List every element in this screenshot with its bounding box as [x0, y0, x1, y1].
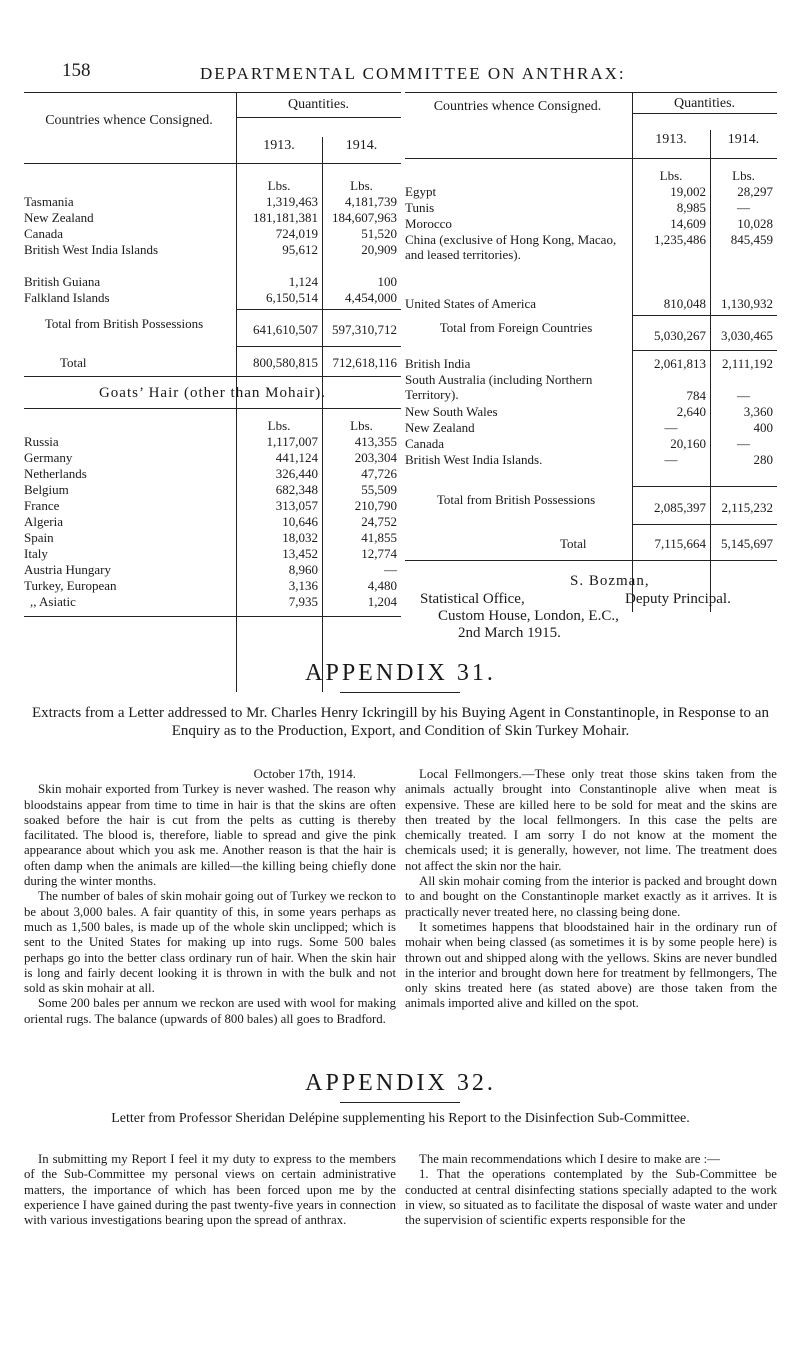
paragraph: It sometimes happens that bloodstained hair in the ordinary run of mohair when being classed (as sometimes it is by some people here) is thrown out and shipped along with the yellows. Skins are never bundled in the interior and brought down here for treatment by fellmongers, The only skins treated here (as stated above) are those taken from the animals imported alive and killed on the spot.	[405, 919, 777, 1011]
right-year-1913: 1913.	[655, 132, 687, 147]
table-cell: 47,726	[361, 466, 397, 481]
british-total-1914: 2,115,232	[721, 500, 773, 515]
letter-date: October 17th, 1914.	[253, 767, 356, 781]
appendix-32-title: APPENDIX 32.	[305, 1070, 496, 1096]
table-row-label: New South Wales	[405, 404, 498, 419]
right-total-1913: 7,115,664	[654, 536, 706, 551]
table-row-label: United States of America	[405, 296, 537, 311]
table-cell: 12,774	[361, 546, 397, 561]
table-cell: 280	[753, 452, 773, 467]
table-row-label: China (exclusive of Hong Kong, Macao, and leased territories).	[405, 232, 617, 262]
paragraph: The main recommendations which I desire to make are :—	[419, 1152, 720, 1166]
table-cell: 19,002	[670, 184, 706, 199]
table-cell: 313,057	[275, 498, 318, 513]
table-cell: 1,319,463	[266, 194, 318, 209]
appendix-32-left-column	[24, 1152, 396, 1228]
table-row-label: Turkey, European	[24, 578, 117, 593]
signature-role: Deputy Principal.	[625, 591, 731, 607]
subtotal-1914: 597,310,712	[332, 322, 397, 337]
left-col-quantities-header: Quantities.	[287, 97, 350, 112]
running-header	[0, 60, 801, 90]
table-cell: 724,019	[275, 226, 318, 241]
foreign-total-1913: 5,030,267	[654, 328, 706, 343]
table-row-label: New Zealand	[405, 420, 475, 435]
right-unit-1913: Lbs.	[659, 168, 683, 183]
table-cell: 1,235,486	[654, 232, 706, 247]
paragraph: Local Fellmongers.—These only treat those skins taken from the animals actually brought into Constantinople alive when meat is expensive. These are killed here to be sold for meat and the skins are then treated by the local fellmongers. In this case the pelts are chemically treated. I am sorry I do not know at the moment the chemicals used; it is generally, however, not lime. The treatment does not affect the skin nor the hair.	[405, 767, 777, 873]
left-year-1914: 1914.	[345, 138, 378, 153]
right-year-1914: 1914.	[727, 132, 760, 147]
table-cell: 1,204	[367, 594, 397, 609]
table-cell: 682,348	[275, 482, 318, 497]
table-cell: 413,355	[354, 434, 397, 449]
table-cell: 2,061,813	[654, 356, 706, 371]
table-row-label: Spain	[24, 530, 54, 545]
table-cell: 845,459	[730, 232, 773, 247]
signature-date: 2nd March 1915.	[458, 625, 561, 641]
table-cell: 203,304	[354, 450, 397, 465]
left-year-1913: 1913.	[263, 138, 295, 153]
paragraph: All skin mohair coming from the interior is packed and brought down to and bought on the Constantinople market exactly as it arrives. It is practically never treated here, no classing being done.	[405, 874, 777, 919]
table-row-label: British West India Islands	[24, 242, 159, 257]
right-total-1914: 5,145,697	[721, 536, 773, 551]
table-cell: 4,454,000	[345, 290, 397, 305]
right-total-label: Total	[560, 536, 587, 551]
right-col-quantities-header: Quantities.	[673, 96, 736, 111]
table-row-label: British India	[405, 356, 471, 371]
subtotal-1913: 641,610,507	[253, 322, 318, 337]
table-cell: 13,452	[282, 546, 318, 561]
table-row-label: Belgium	[24, 482, 69, 497]
table-row-label: Tasmania	[24, 194, 74, 209]
foreign-total-1914: 3,030,465	[721, 328, 773, 343]
table-row-label: ,, Asiatic	[30, 594, 76, 609]
table-cell: 20,160	[670, 436, 706, 451]
signature-office: Statistical Office,	[420, 591, 525, 607]
right-col-country-header: Countries whence Consigned.	[433, 99, 602, 114]
table-cell: 20,909	[361, 242, 397, 257]
table-cell: —	[737, 388, 750, 403]
table-cell: 1,117,007	[266, 434, 318, 449]
table-cell: 181,181,381	[253, 210, 318, 225]
paragraph: Skin mohair exported from Turkey is never washed. The reason why bloodstains appear from time to time in hair is that the skins are often soaked before the hair is cut from the pelts as cutting is thereby facilitated. The blood is, therefore, liable to spread and give the pink appearance about which you ask me. Another reason is that the hair is often damp when the animals are killed—the killing being chiefly done during the winter months.	[24, 782, 396, 889]
table-row-label: Egypt	[405, 184, 437, 199]
table-cell: 3,136	[288, 578, 318, 593]
appendix-31-title: APPENDIX 31.	[305, 660, 496, 686]
table-cell: 184,607,963	[332, 210, 397, 225]
table-cell: 10,646	[282, 514, 318, 529]
foreign-total-label: Total from Foreign Countries	[439, 320, 593, 335]
table-cell: 100	[377, 274, 397, 289]
table-cell: 1,124	[288, 274, 318, 289]
goats-hair-title: Goats’ Hair (other than Mohair).	[98, 385, 327, 401]
signature-name: S. Bozman,	[570, 573, 650, 589]
page-number: 158	[62, 60, 91, 81]
table-row-label: Falkland Islands	[24, 290, 110, 305]
table-row-label: Russia	[24, 434, 59, 449]
appendix-32-lead: Letter from Professor Sheridan Delépine supplementing his Report to the Disinfection Sub-Committee.	[111, 1111, 690, 1126]
paragraph: In submitting my Report I feel it my duty to express to the members of the Sub-Committee my personal views on certain administrative matters, the importance of which has been forced upon me by the experience I have gained during the past twenty-five years in connection with various investigations bearing upon the spread of anthrax.	[24, 1152, 396, 1228]
appendix-31-lead: Extracts from a Letter addressed to Mr. Charles Henry Ickringill by his Buying Agent in Constantinople, in Response to an Enquiry as to the Production, Export, and Condition of Skin Turkey Mohair.	[32, 705, 769, 739]
table-cell: 3,360	[743, 404, 773, 419]
paragraph: The number of bales of skin mohair going out of Turkey we reckon to be about 3,000 bales. A fair quantity of this, in some years perhaps as much as 1,500 bales, is made up of the whole skin unclipped; which is sent to the United States for making up into rugs. Some 500 bales perhaps go into the better class ordinary run of hair. When the skin hair is long and fairly decent looking it is thrown in with the bulk and not sold as skin mohair at all.	[24, 889, 396, 996]
table-row-label: Netherlands	[24, 466, 87, 481]
table-cell: 2,640	[676, 404, 706, 419]
table-row-label: France	[24, 498, 60, 513]
paragraph: Some 200 bales per annum we reckon are used with wool for making oriental rugs. The balance (upwards of 800 bales) all goes to Bradford.	[24, 996, 396, 1026]
left-unit-1914: Lbs.	[350, 178, 373, 193]
table-row-label: Morocco	[405, 216, 452, 231]
table-cell: 784	[686, 388, 706, 403]
table-row-label: Algeria	[24, 514, 63, 529]
table-cell: 10,028	[737, 216, 773, 231]
table-cell: 210,790	[354, 498, 397, 513]
table-row-label: Canada	[24, 226, 63, 241]
table-cell: 400	[753, 420, 773, 435]
appendix-32-right-column	[405, 1152, 777, 1228]
left-unit-1913: Lbs.	[267, 178, 291, 193]
table-cell: 95,612	[282, 242, 318, 257]
table-cell: 7,935	[288, 594, 318, 609]
table-cell: 4,480	[367, 578, 397, 593]
appendix-31-left-column	[24, 767, 396, 1027]
table-cell: 6,150,514	[266, 290, 318, 305]
appendix-31-right-column	[405, 767, 777, 1012]
left-col-country-header: Countries whence Consigned.	[45, 113, 213, 128]
british-total-1913: 2,085,397	[654, 500, 706, 515]
table-cell: 24,752	[361, 514, 397, 529]
table-row-label: Tunis	[405, 200, 435, 215]
running-title: DEPARTMENTAL COMMITTEE ON ANTHRAX:	[200, 64, 626, 83]
table-cell: 55,509	[361, 482, 397, 497]
table-cell: 326,440	[275, 466, 318, 481]
table-cell: —	[664, 452, 678, 467]
table-cell: 8,960	[288, 562, 318, 577]
table-cell: 810,048	[663, 296, 706, 311]
table-cell: —	[737, 436, 750, 451]
goat-unit-1913: Lbs.	[267, 418, 291, 433]
table-row-label: British West India Islands.	[405, 452, 543, 467]
table-cell: —	[384, 562, 397, 577]
table-row-label: British Guiana	[24, 274, 101, 289]
goat-unit-1914: Lbs.	[350, 418, 373, 433]
table-cell: —	[737, 200, 750, 215]
table-row-label: Germany	[24, 450, 73, 465]
table-row-label: Canada	[405, 436, 444, 451]
table-cell: 18,032	[282, 530, 318, 545]
table-cell: —	[664, 420, 678, 435]
table-row-label: South Australia (including Northern Territory).	[405, 372, 593, 402]
table-cell: 441,124	[275, 450, 318, 465]
total-label: Total	[60, 355, 87, 370]
table-cell: 41,855	[361, 530, 397, 545]
paragraph: 1. That the operations contemplated by the Sub-Committee be conducted at central disinfecting stations specially adapted to the work in view, so situated as to facilitate the disposal of waste water and under the supervision of scientific experts responsible for the	[405, 1167, 777, 1228]
table-cell: 2,111,192	[721, 356, 773, 371]
total-1913: 800,580,815	[253, 355, 318, 370]
table-cell: 8,985	[676, 200, 706, 215]
table-cell: 51,520	[361, 226, 397, 241]
british-total-label: Total from British Possessions	[436, 492, 596, 507]
signature-address: Custom House, London, E.C.,	[438, 608, 619, 624]
table-cell: 4,181,739	[345, 194, 397, 209]
subtotal-label: Total from British Possessions	[44, 316, 204, 331]
table-cell: 14,609	[670, 216, 706, 231]
table-row-label: Italy	[24, 546, 48, 561]
table-row-label: New Zealand	[24, 210, 94, 225]
right-unit-1914: Lbs.	[732, 168, 755, 183]
table-row-label: Austria Hungary	[24, 562, 112, 577]
total-1914: 712,618,116	[332, 355, 397, 370]
table-cell: 28,297	[737, 184, 773, 199]
table-cell: 1,130,932	[721, 296, 773, 311]
